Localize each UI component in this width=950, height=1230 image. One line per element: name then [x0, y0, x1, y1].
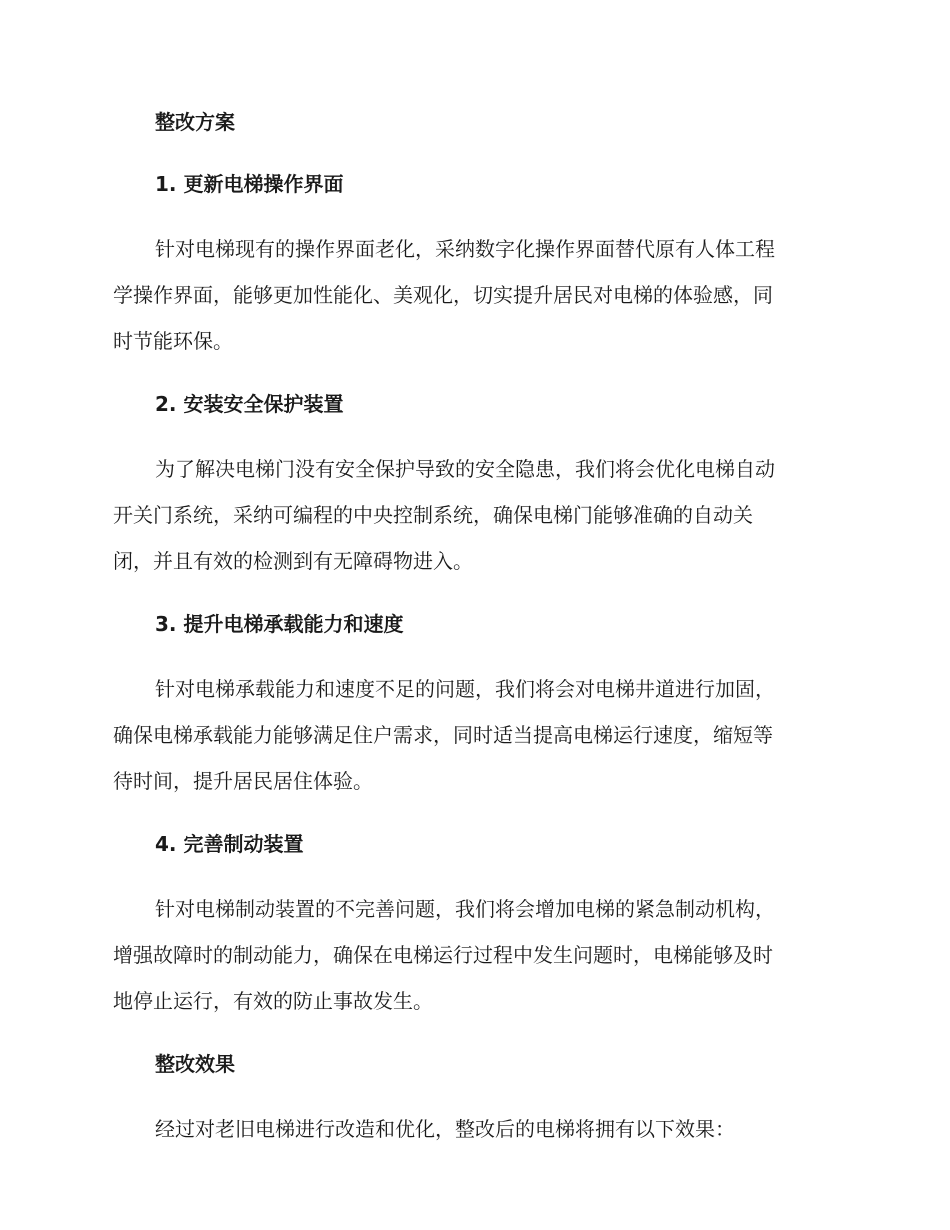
paragraph-line: 增强故障时的制动能力，确保在电梯运行过程中发生问题时，电梯能够及时 [113, 943, 773, 967]
effect-title: 整改效果 [155, 1052, 235, 1076]
paragraph-line: 学操作界面，能够更加性能化、美观化，切实提升居民对电梯的体验感，同 [113, 283, 773, 307]
paragraph-line: 确保电梯承载能力能够满足住户需求，同时适当提高电梯运行速度，缩短等 [113, 723, 773, 747]
section-title: 整改方案 [155, 110, 235, 134]
paragraph-line: 针对电梯制动装置的不完善问题，我们将会增加电梯的紧急制动机构， [155, 897, 775, 921]
item-heading-2: 2. 安装安全保护装置 [155, 392, 344, 416]
paragraph-line: 为了解决电梯门没有安全保护导致的安全隐患，我们将会优化电梯自动 [155, 457, 775, 481]
paragraph-line: 地停止运行，有效的防止事故发生。 [113, 989, 433, 1013]
document-page [113, 108, 833, 1152]
item-paragraph-3 [113, 666, 833, 804]
item-paragraph-4 [113, 886, 833, 1024]
item-heading-3: 3. 提升电梯承载能力和速度 [155, 612, 404, 636]
item-paragraph-2 [113, 446, 833, 584]
paragraph-line: 开关门系统，采纳可编程的中央控制系统，确保电梯门能够准确的自动关 [113, 503, 753, 527]
paragraph-line: 针对电梯承载能力和速度不足的问题，我们将会对电梯井道进行加固， [155, 677, 775, 701]
paragraph-line: 经过对老旧电梯进行改造和优化，整改后的电梯将拥有以下效果： [155, 1117, 735, 1141]
item-paragraph-1 [113, 226, 833, 364]
effect-paragraph [113, 1106, 833, 1152]
paragraph-line: 待时间，提升居民居住体验。 [113, 769, 373, 793]
item-heading-1: 1. 更新电梯操作界面 [155, 172, 344, 196]
paragraph-line: 闭，并且有效的检测到有无障碍物进入。 [113, 549, 473, 573]
paragraph-line: 时节能环保。 [113, 329, 233, 353]
paragraph-line: 针对电梯现有的操作界面老化，采纳数字化操作界面替代原有人体工程 [155, 237, 775, 261]
item-heading-4: 4. 完善制动装置 [155, 832, 304, 856]
